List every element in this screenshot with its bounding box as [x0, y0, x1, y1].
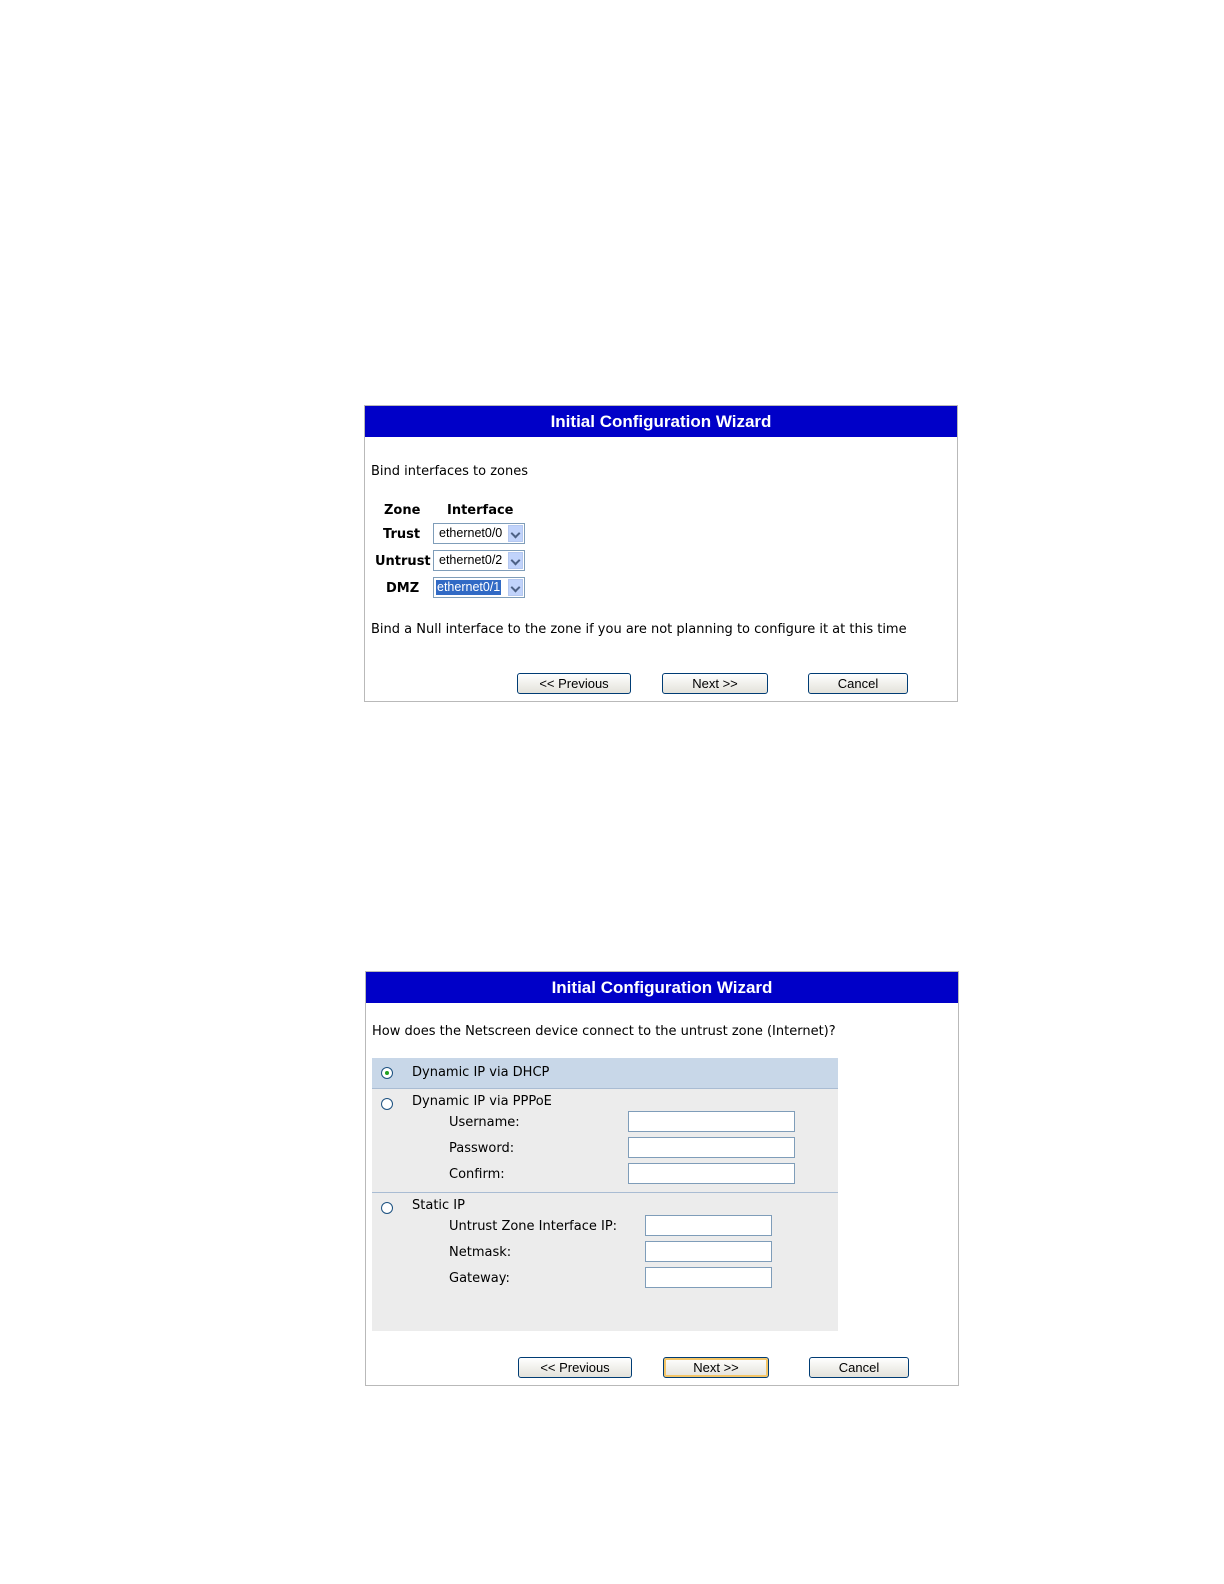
- zone-label-untrust: Untrust: [375, 554, 431, 569]
- password-label: Password:: [449, 1141, 515, 1156]
- section-divider: [372, 1192, 838, 1193]
- confirm-field[interactable]: [628, 1163, 795, 1184]
- previous-button[interactable]: << Previous: [517, 673, 631, 694]
- interface-column-header: Interface: [447, 503, 514, 518]
- pppoe-label: Dynamic IP via PPPoE: [412, 1094, 552, 1109]
- static-ip-radio[interactable]: [381, 1202, 393, 1214]
- untrust-interface-select[interactable]: [433, 550, 525, 571]
- trust-interface-select[interactable]: [433, 523, 525, 544]
- zone-binding-wizard: [364, 405, 958, 702]
- null-interface-note: Bind a Null interface to the zone if you are not planning to configure it at this time: [371, 622, 907, 637]
- cancel-button[interactable]: Cancel: [808, 673, 908, 694]
- netmask-label: Netmask:: [449, 1245, 512, 1260]
- chevron-down-icon[interactable]: [508, 579, 523, 596]
- next-button[interactable]: Next >>: [662, 673, 768, 694]
- wizard-title: Initial Configuration Wizard: [366, 972, 958, 1003]
- dhcp-option-row[interactable]: [372, 1058, 838, 1089]
- untrust-connection-wizard: [365, 971, 959, 1386]
- wizard-question: How does the Netscreen device connect to the untrust zone (Internet)?: [372, 1024, 836, 1039]
- wizard-title: Initial Configuration Wizard: [365, 406, 957, 437]
- gateway-label: Gateway:: [449, 1271, 510, 1286]
- password-field[interactable]: [628, 1137, 795, 1158]
- static-ip-label: Static IP: [412, 1198, 465, 1213]
- dhcp-label: Dynamic IP via DHCP: [412, 1065, 550, 1080]
- untrust-ip-field[interactable]: [645, 1215, 772, 1236]
- select-value: ethernet0/1: [437, 580, 501, 594]
- zone-label-dmz: DMZ: [386, 581, 420, 596]
- previous-button[interactable]: << Previous: [518, 1357, 632, 1378]
- dhcp-radio[interactable]: [381, 1067, 393, 1079]
- untrust-ip-label: Untrust Zone Interface IP:: [449, 1219, 618, 1234]
- dmz-interface-select[interactable]: [433, 577, 525, 598]
- username-label: Username:: [449, 1115, 520, 1130]
- zone-column-header: Zone: [384, 503, 421, 518]
- pppoe-radio[interactable]: [381, 1098, 393, 1110]
- select-value: ethernet0/2: [439, 553, 503, 567]
- wizard-intro: Bind interfaces to zones: [371, 464, 529, 479]
- chevron-down-icon[interactable]: [508, 525, 523, 542]
- gateway-field[interactable]: [645, 1267, 772, 1288]
- netmask-field[interactable]: [645, 1241, 772, 1262]
- connection-options-panel: [372, 1058, 838, 1331]
- confirm-label: Confirm:: [449, 1167, 505, 1182]
- cancel-button[interactable]: Cancel: [809, 1357, 909, 1378]
- username-field[interactable]: [628, 1111, 795, 1132]
- zone-label-trust: Trust: [383, 527, 421, 542]
- next-button[interactable]: Next >>: [663, 1357, 769, 1378]
- select-value: ethernet0/0: [439, 526, 503, 540]
- chevron-down-icon[interactable]: [508, 552, 523, 569]
